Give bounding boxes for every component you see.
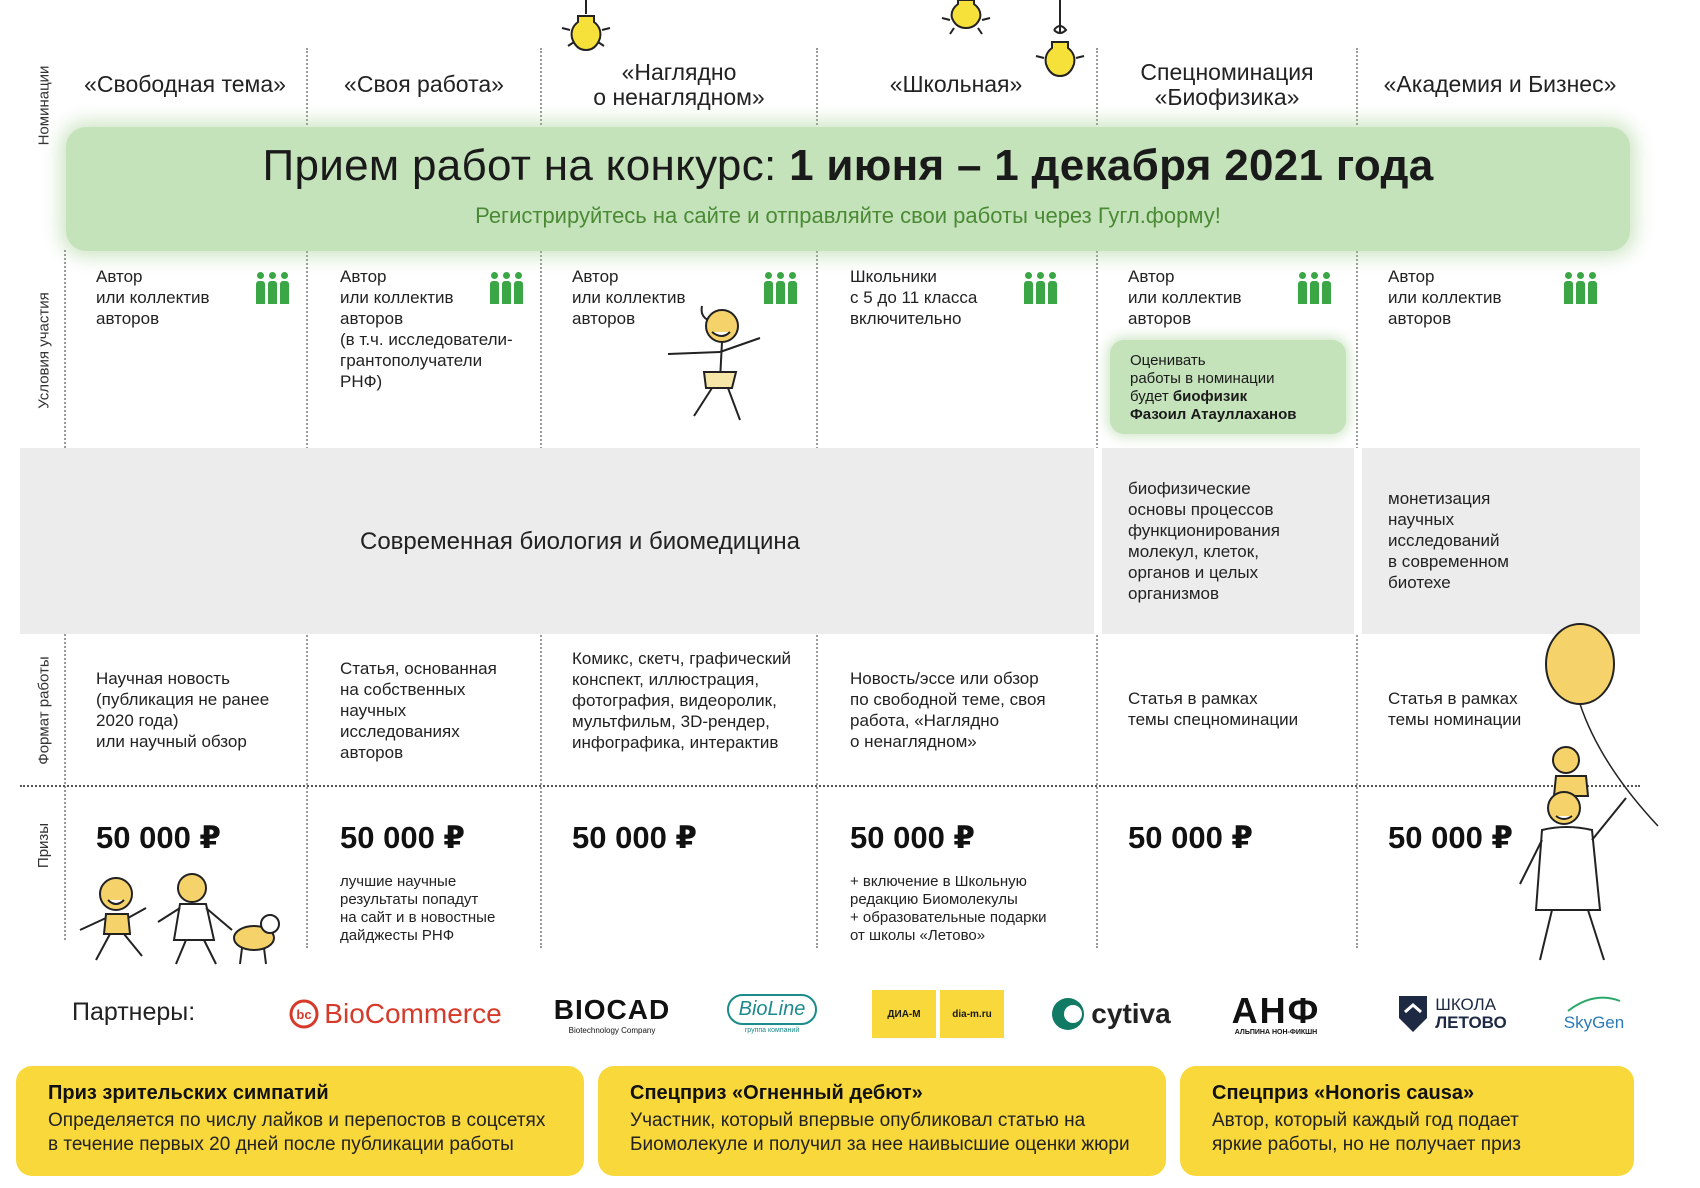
people-icon (1564, 272, 1597, 304)
nomination-own-work: «Своя работа» (344, 71, 504, 97)
condition-own-work: Автор или коллектив авторов (в т.ч. исследователи- грантополучатели РНФ) (340, 267, 513, 391)
row-divider (20, 785, 1640, 787)
theme-business: монетизация научных исследований в современном биотехе (1388, 489, 1509, 592)
row-label-conditions: Условия участия (35, 291, 53, 409)
prize-amount: 50 000 ₽ (96, 820, 221, 855)
partners-label: Партнеры: (72, 998, 196, 1026)
people-icon (490, 272, 523, 304)
expert-note: Оценивать работы в номинации будет биофизик Фазоил Атауллаханов (1110, 340, 1346, 434)
alpina-nonfiction-logo[interactable]: АНФ АЛЬПИНА НОН-ФИКШН (1231, 989, 1321, 1036)
row-label-prizes: Призы (35, 822, 53, 868)
people-icon (256, 272, 289, 304)
banner-title: Прием работ на конкурс: 1 июня – 1 декабря 2021 года (262, 141, 1434, 190)
biocommerce-logo[interactable]: bc BioCommerce (288, 990, 502, 1038)
people-icon (1024, 272, 1057, 304)
prize-amount: 50 000 ₽ (572, 820, 697, 855)
nomination-free-topic: «Свободная тема» (84, 71, 286, 97)
svg-text:bc: bc (296, 1007, 312, 1022)
skygen-swoosh-icon (1564, 995, 1624, 1013)
prize-amount: 50 000 ₽ (850, 820, 975, 855)
prize-amount: 50 000 ₽ (1388, 820, 1513, 855)
cytiva-logo[interactable]: cytiva (1046, 990, 1176, 1038)
special-prize-title: Спецприз «Honoris causa» (1212, 1082, 1475, 1104)
theme-biophysics: биофизические основы процессов функционирования молекул, клеток, органов и целых организмов (1128, 479, 1280, 603)
submission-dates-banner (66, 127, 1630, 251)
diam-logo[interactable]: ДИА-М dia-m.ru (872, 990, 1004, 1038)
lightbulb-icon (556, 0, 616, 60)
nomination-visual: «Наглядно о ненаглядном» (593, 59, 765, 110)
bioline-logo[interactable]: BioLine группа компаний (722, 990, 822, 1038)
special-prize-description: Определяется по числу лайков и перепостов в соцсетях в течение первых 20 дней после публикации работы (48, 1110, 546, 1155)
condition-biophysics: Автор или коллектив авторов (1128, 267, 1242, 328)
prize-note: лучшие научные результаты попадут на сайт и в новостные дайджесты РНФ (340, 873, 496, 944)
running-kids-illustration (76, 868, 286, 968)
shield-icon (1397, 994, 1429, 1034)
lightbulb-icon (1030, 0, 1090, 88)
special-prize-title: Спецприз «Огненный дебют» (630, 1082, 923, 1104)
people-icon (1298, 272, 1331, 304)
special-prize-description: Участник, который впервые опубликовал статью на Биомолекуле и получил за нее наивысшие оценки жюри (630, 1110, 1130, 1155)
biocommerce-mark-icon (288, 998, 320, 1030)
row-label-nominations: Номинации (35, 65, 53, 145)
format-visual: Комикс, скетч, графический конспект, иллюстрация, фотография, видеоролик, мультфильм, 3D-рендер, инфографика, интерактив (572, 649, 792, 752)
nomination-biophysics: Спецноминация «Биофизика» (1140, 59, 1314, 110)
jumping-girl-illustration (660, 298, 770, 428)
row-label-format: Формат работы (35, 655, 53, 765)
format-free-topic: Научная новость (публикация не ранее 2020 года) или научный обзор (96, 669, 270, 751)
condition-free-topic: Автор или коллектив авторов (96, 267, 210, 328)
biocad-logo[interactable]: BIOCAD Biotechnology Company (553, 993, 671, 1035)
theme-main: Современная биология и биомедицина (360, 528, 800, 555)
condition-academy-business: Автор или коллектив авторов (1388, 267, 1502, 328)
skygen-logo[interactable]: SkyGen (1552, 990, 1636, 1038)
format-biophysics: Статья в рамках темы спецноминации (1128, 689, 1299, 729)
prize-note: + включение в Школьную редакцию Биомолекулы + образовательные подарки от школы «Летово» (850, 873, 1047, 944)
condition-school: Школьники с 5 до 11 класса включительно (850, 267, 978, 328)
balloon-father-child-illustration (1516, 620, 1692, 970)
banner-subtitle: Регистрируйтесь на сайте и отправляйте свои работы через Гугл.форму! (475, 203, 1221, 228)
format-academy-business: Статья в рамках темы номинации (1388, 689, 1522, 729)
special-prize-title: Приз зрительских симпатий (48, 1082, 329, 1104)
letovo-school-logo[interactable]: ШКОЛА ЛЕТОВО (1390, 990, 1514, 1038)
fiery-debut-prize-card (598, 1066, 1166, 1176)
format-own-work: Статья, основанная на собственных научных исследованиях авторов (340, 659, 497, 762)
prize-amount: 50 000 ₽ (1128, 820, 1253, 855)
audience-choice-prize-card (16, 1066, 584, 1176)
special-prize-description: Автор, который каждый год подает яркие работы, но не получает приз (1212, 1110, 1521, 1155)
lightbulb-icon (936, 0, 996, 40)
prize-amount: 50 000 ₽ (340, 820, 465, 855)
cytiva-mark-icon (1051, 997, 1085, 1031)
format-school: Новость/эссе или обзор по свободной теме, своя работа, «Наглядно о ненаглядном» (850, 669, 1046, 751)
nomination-school: «Школьная» (889, 71, 1023, 97)
condition-visual: Автор или коллектив авторов (572, 267, 686, 328)
honoris-causa-prize-card (1180, 1066, 1634, 1176)
nomination-academy-business: «Академия и Бизнес» (1383, 71, 1617, 97)
